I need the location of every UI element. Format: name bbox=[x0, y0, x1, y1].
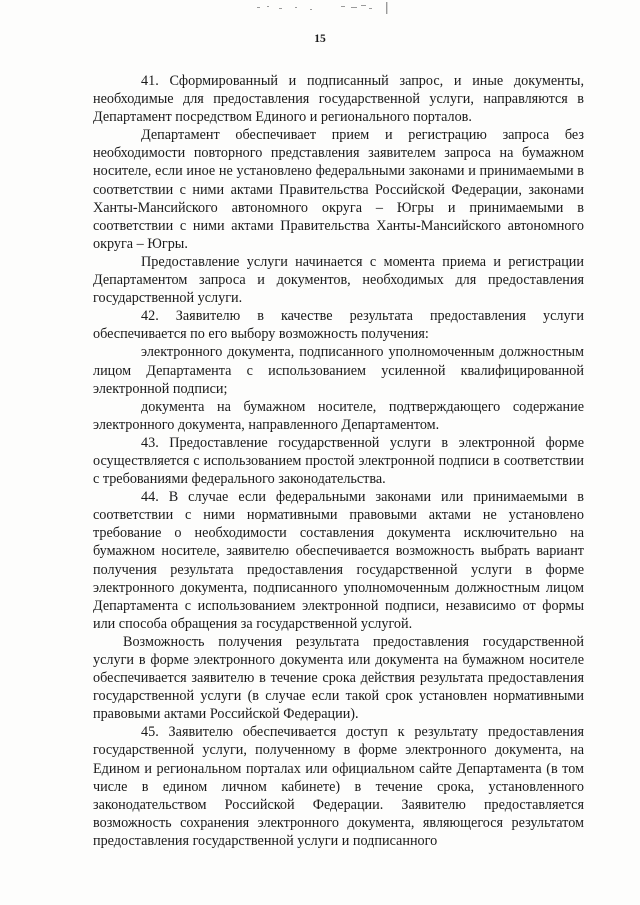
paragraph-service-start: Предоставление услуги начинается с момента приема и регистрации Департаментом запроса и документов, необходимых для предоставления государственной услуги. bbox=[93, 253, 584, 307]
paragraph-45: 45. Заявителю обеспечивается доступ к результату предоставления государственной услуги, полученному в форме электронного документа, на Едином и региональном порталах или официальном сайте Департамента (в том числе в едином личном кабинете) в течение срока, установленного законодательством Российской Федерации. Заявителю предоставляется возможность сохранения электронного документа, являющегося результатом предоставления государственной услуги и подписанного bbox=[93, 724, 584, 849]
paragraph-41: 41. Сформированный и подписанный запрос, и иные документы, необходимые для предоставления государственной услуги, направляются в Департамент посредством Единого и регионального порталов. bbox=[93, 73, 584, 126]
paragraph-result-possibility: Возможность получения результата предоставления государственной услуги в форме электронного документа или документа на бумажном носителе обеспечивается заявителю в течение срока действия результата предоставления государственной услуги (в случае если такой срок установлен нормативными правовыми актами Российской Федерации). bbox=[93, 633, 584, 723]
document-body bbox=[93, 72, 584, 850]
list-item-electronic-document: электронного документа, подписанного уполномоченным должностным лицом Департамента с использованием усиленной квалифицированной электронной подписи; bbox=[93, 344, 584, 397]
page-number: 15 bbox=[314, 33, 326, 45]
paragraph-42: 42. Заявителю в качестве результата предоставления услуги обеспечивается по его выбору возможность получения: bbox=[93, 308, 584, 343]
paragraph-department-registration: Департамент обеспечивает прием и регистрацию запроса без необходимости повторного представления заявителем запроса на бумажном носителе, если иное не установлено федеральными законами и принимаемыми в соответствии с ними актами Правительства Российской Федерации, законами Ханты-Мансийского автономного округа – Югры и принимаемыми в соответствии с ними актами Правительства Ханты-Мансийского автономного округа – Югры. bbox=[93, 127, 584, 252]
paragraph-43: 43. Предоставление государственной услуги в электронной форме осуществляется с использованием простой электронной подписи в соответствии с требованиями федерального законодательства. bbox=[93, 434, 584, 488]
paragraph-44: 44. В случае если федеральными законами или принимаемыми в соответствии с ними нормативными правовыми актами не установлено требование о необходимости составления документа исключительно на бумажном носителе, заявителю обеспечивается возможность выбрать вариант получения результата предоставления государственной услуги в форме электронного документа, подписанного уполномоченным должностным лицом Департамента с использованием электронной подписи, независимо от формы или способа обращения за государственной услугой. bbox=[93, 489, 584, 632]
scan-artifact bbox=[255, 2, 395, 14]
list-item-paper-document: документа на бумажном носителе, подтверждающего содержание электронного документа, направленного Департаментом. bbox=[93, 398, 584, 433]
